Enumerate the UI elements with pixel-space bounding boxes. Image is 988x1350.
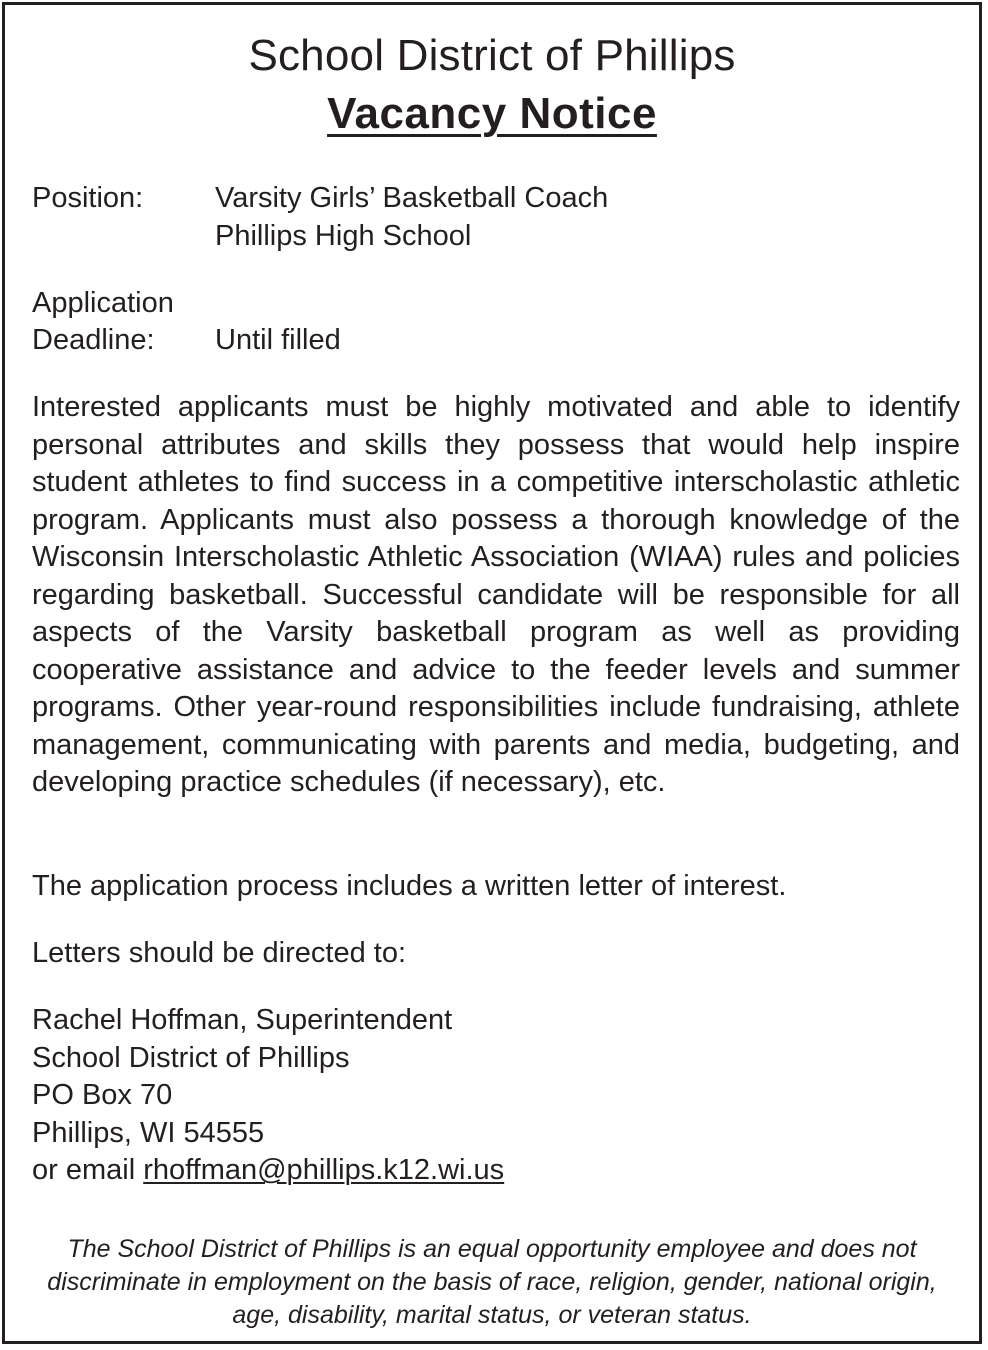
- contact-block: [32, 1002, 960, 1190]
- notice-heading: [5, 86, 979, 142]
- notice-heading-text: Vacancy Notice: [327, 89, 657, 138]
- deadline-value: Until filled: [215, 324, 341, 356]
- contact-email-line: [32, 1152, 960, 1190]
- deadline-label-line1: Application: [32, 287, 174, 319]
- position-value: Varsity Girls’ Basketball Coach: [215, 182, 609, 214]
- deadline-label-line2: Deadline:: [32, 324, 155, 356]
- district-title: School District of Phillips: [248, 31, 736, 80]
- email-prefix: or email: [32, 1154, 144, 1186]
- position-label: Position:: [32, 182, 144, 214]
- position-school: Phillips High School: [215, 220, 472, 252]
- vacancy-notice: [2, 2, 982, 1344]
- email-link[interactable]: rhoffman@phillips.k12.wi.us: [143, 1154, 505, 1186]
- application-process: The application process includes a written letter of interest.: [32, 870, 787, 902]
- letters-directed: Letters should be directed to:: [32, 937, 407, 969]
- contact-name: Rachel Hoffman, Superintendent: [32, 1004, 453, 1036]
- contact-po-box: PO Box 70: [32, 1079, 173, 1111]
- contact-city: Phillips, WI 54555: [32, 1116, 265, 1149]
- contact-org: School District of Phillips: [32, 1041, 350, 1074]
- job-description: Interested applicants must be highly motivated and able to identify personal attributes and skills they possess that would help inspire student athletes to find success in a competitive interscholastic athletic program. Applicants must also possess a thorough knowledge of the Wisconsin Interscholastic Athletic Association (WIAA) rules and policies regarding basketball. Successful candidate will be responsible for all aspects of the Varsity basketball program as well as providing cooperative assistance and advice to the feeder levels and summer programs. Other year-round responsibilities include fundraising, athlete management, communicating with parents and media, budgeting, and developing practice schedules (if necessary), etc.: [32, 391, 960, 798]
- equal-opportunity-statement: The School District of Phillips is an equal opportunity employee and does not discriminate in employment on the basis of race, religion, gender, national origin, age, disability, marital status, or veteran status.: [47, 1235, 937, 1329]
